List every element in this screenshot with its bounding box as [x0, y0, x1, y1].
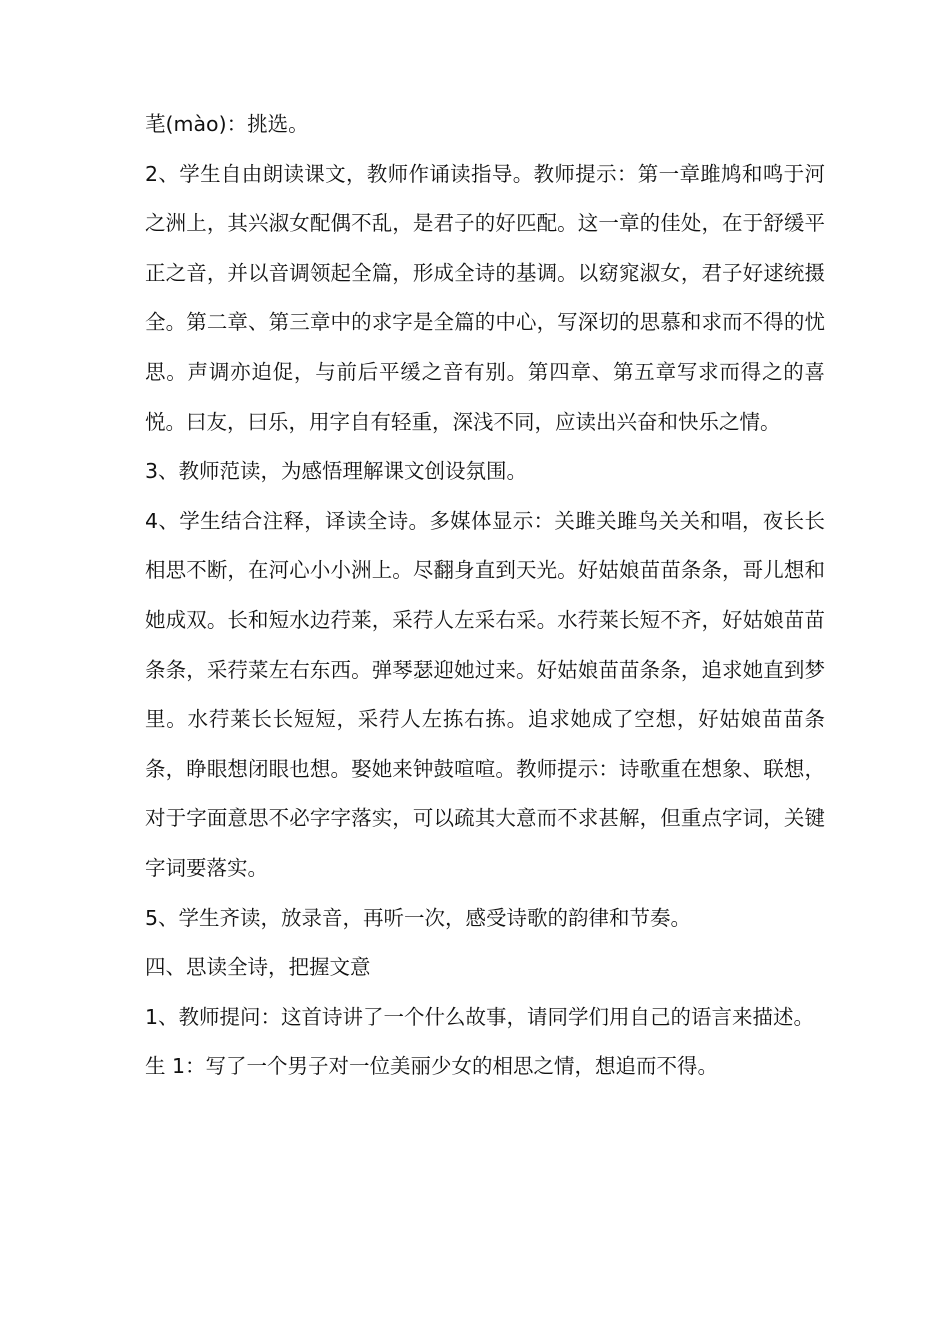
- paragraph-step-1-question: 1、教师提问：这首诗讲了一个什么故事，请同学们用自己的语言来描述。: [145, 1004, 815, 1029]
- paragraph-step-3-teacher-reading: 3、教师范读，为感悟理解课文创设氛围。: [145, 459, 528, 484]
- paragraph-glossary-mao: 芼(mào)：挑选。: [145, 112, 309, 136]
- paragraph-step-2-reading-guidance: 2、学生自由朗读课文，教师作诵读指导。教师提示：第一章雎鸠和鸣于河之洲上，其兴淑女配偶不乱，是君子的好匹配。这一章的佳处，在于舒缓平正之音，并以音调领起全篇，形成全诗的基调。以窈窕淑女，君子好逑统摄全。第二章、第三章中的求字是全篇的中心，写深切的思慕和求而不得的忧思。声调亦迫促，与前后平缓之音有别。第四章、第五章写求而得之的喜悦。曰友，曰乐，用字自有轻重，深浅不同，应读出兴奋和快乐之情。: [145, 161, 825, 434]
- paragraph-step-5-group-reading: 5、学生齐读，放录音，再听一次，感受诗歌的韵律和节奏。: [145, 905, 692, 930]
- document-body: [145, 100, 825, 1092]
- section-heading-four: 四、思读全诗，把握文意: [145, 955, 371, 980]
- paragraph-step-4-translation: 4、学生结合注释，译读全诗。多媒体显示：关雎关雎鸟关关和唱，夜长长相思不断，在河心小小洲上。尽翻身直到天光。好姑娘苗苗条条，哥儿想和她成双。长和短水边荇莱，采荇人左采右采。水荇莱长短不齐，好姑娘苗苗条条，采荇菜左右东西。弹琴瑟迎她过来。好姑娘苗苗条条，追求她直到梦里。水荇莱长长短短，采荇人左拣右拣。追求她成了空想，好姑娘苗苗条条，睁眼想闭眼也想。娶她来钟鼓喧喧。教师提示：诗歌重在想象、联想，对于字面意思不必字字落实，可以疏其大意而不求甚解，但重点字词，关键字词要落实。: [145, 508, 825, 880]
- paragraph-student-1-answer: 生 1：写了一个男子对一位美丽少女的相思之情，想追而不得。: [145, 1054, 719, 1079]
